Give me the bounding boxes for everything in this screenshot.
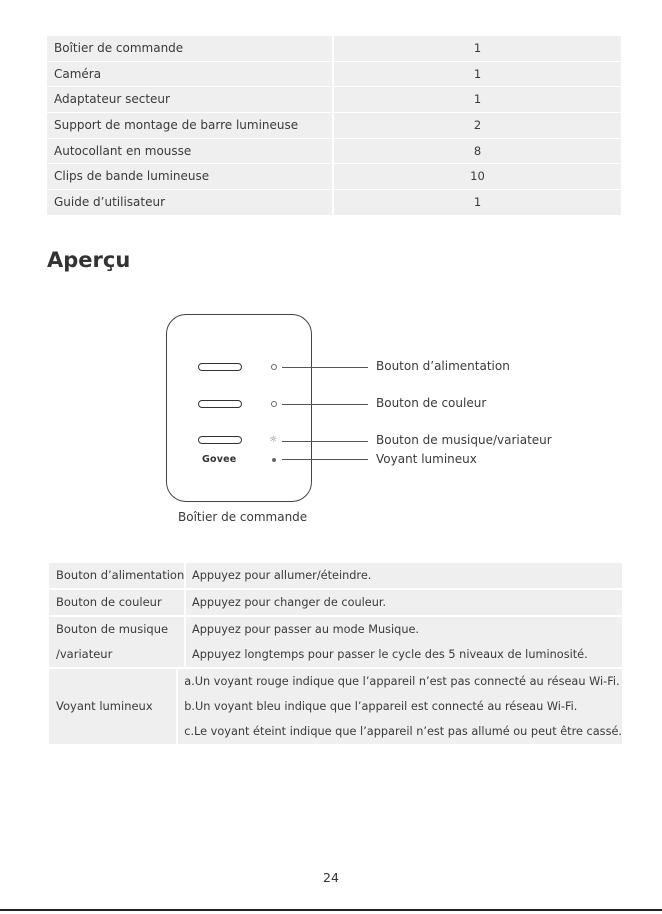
text-line: Appuyez longtemps pour passer le cycle des 5 niveaux de luminosité.: [192, 648, 588, 661]
text-line: Appuyez pour passer au mode Musique.: [192, 623, 420, 636]
color-icon: [271, 401, 277, 407]
item-name: Boîtier de commande: [47, 36, 332, 62]
table-row: [47, 164, 621, 190]
table-row: [49, 563, 622, 590]
control-box-illustration: [166, 314, 312, 502]
description-text: [178, 669, 622, 744]
description-text: [186, 590, 622, 615]
table-row: [47, 113, 621, 139]
name-line: Bouton de musique: [56, 622, 169, 636]
bottom-divider: [0, 909, 662, 911]
power-button-shape: [198, 363, 242, 371]
leader-line: [282, 367, 368, 368]
leader-line: [282, 459, 368, 460]
callout-color-button: Bouton de couleur: [376, 396, 487, 410]
text-line: c.Le voyant éteint indique que l’appareil n’est pas allumé ou peut être cassé.: [184, 725, 622, 738]
name-line: Voyant lumineux: [56, 699, 153, 713]
text-line: b.Un voyant bleu indique que l’appareil est connecté au réseau Wi-Fi.: [184, 700, 578, 713]
callout-power-button: Bouton d’alimentation: [376, 359, 510, 373]
description-text: [186, 617, 622, 667]
music-button-shape: [198, 436, 242, 444]
leader-line: [282, 441, 368, 442]
description-name: [49, 669, 176, 744]
item-qty: 10: [334, 164, 621, 190]
item-name: Guide d’utilisateur: [47, 190, 332, 216]
leader-line: [282, 404, 368, 405]
item-qty: 1: [334, 190, 621, 216]
table-row: [47, 190, 621, 216]
description-name: [49, 617, 184, 667]
brand-logo: Govee: [202, 454, 237, 465]
name-line: Bouton de couleur: [56, 595, 162, 609]
brightness-icon: ☼: [269, 435, 278, 445]
callout-indicator-light: Voyant lumineux: [376, 452, 477, 466]
table-row: [47, 139, 621, 165]
color-button-shape: [198, 400, 242, 408]
item-qty: 1: [334, 87, 621, 113]
text-line: Appuyez pour changer de couleur.: [192, 596, 387, 609]
table-row: [49, 669, 622, 746]
item-name: Support de montage de barre lumineuse: [47, 113, 332, 139]
item-qty: 8: [334, 139, 621, 165]
callout-music-button: Bouton de musique/variateur: [376, 433, 552, 447]
item-name: Caméra: [47, 62, 332, 88]
page-number: 24: [323, 870, 339, 885]
description-name: [49, 590, 184, 615]
item-name: Adaptateur secteur: [47, 87, 332, 113]
item-qty: 1: [334, 62, 621, 88]
name-line: Bouton d’alimentation: [56, 568, 185, 582]
indicator-light-icon: [272, 458, 276, 462]
text-line: a.Un voyant rouge indique que l’appareil n’est pas connecté au réseau Wi-Fi.: [184, 675, 620, 688]
section-title: Aperçu: [47, 248, 131, 272]
item-qty: 2: [334, 113, 621, 139]
diagram-caption: Boîtier de commande: [178, 510, 308, 524]
item-name: Autocollant en mousse: [47, 139, 332, 165]
package-contents-table: [47, 36, 621, 216]
name-line: /variateur: [56, 647, 113, 661]
description-text: [186, 563, 622, 588]
table-row: [47, 62, 621, 88]
table-row: [47, 87, 621, 113]
table-row: [47, 36, 621, 62]
item-name: Clips de bande lumineuse: [47, 164, 332, 190]
table-row: [49, 617, 622, 669]
description-name: [49, 563, 184, 588]
power-icon: [271, 364, 277, 370]
item-qty: 1: [334, 36, 621, 62]
text-line: Appuyez pour allumer/éteindre.: [192, 569, 372, 582]
table-row: [49, 590, 622, 617]
button-description-table: [49, 563, 622, 746]
